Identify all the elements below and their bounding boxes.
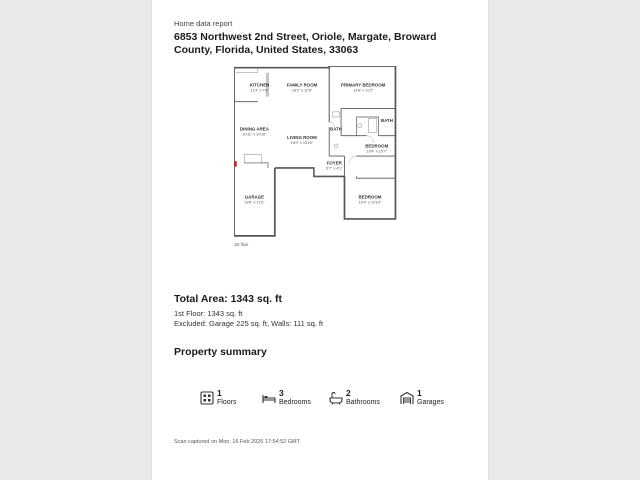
room-garage-label: GARAGE xyxy=(244,194,265,200)
bathtub-icon xyxy=(329,391,343,405)
room-garage-dims: 19'6" x 11'6" xyxy=(244,200,265,205)
floors-label: Floors xyxy=(217,399,237,406)
room-kitchen-dims: 11'3" x 7'8" xyxy=(250,88,269,93)
stat-floors xyxy=(200,389,236,407)
room-bedroom-2-dims: 10'4" x 10'10" xyxy=(358,200,382,205)
room-dining-dims: 10'11" x 10'10" xyxy=(242,132,267,137)
room-family-dims: 18'2" x 11'8" xyxy=(291,88,313,93)
room-living-label: LIVING ROOM xyxy=(287,135,317,141)
room-foyer-label: FOYER xyxy=(326,160,342,166)
bathrooms-count: 2 xyxy=(346,388,351,398)
garage-door-marker xyxy=(234,161,237,166)
room-bath-1-label: BATH xyxy=(330,126,342,132)
bathrooms-label: Bathrooms xyxy=(346,399,380,406)
room-kitchen-label: KITCHEN xyxy=(249,82,270,88)
floor-plan xyxy=(234,66,404,258)
property-summary-title: Property summary xyxy=(174,346,267,358)
floors-count: 1 xyxy=(217,388,222,398)
room-primary-bedroom-label: PRIMARY BEDROOM xyxy=(341,82,386,88)
room-primary-bedroom-dims: 13'8" x 11'2" xyxy=(353,88,374,93)
stat-garages xyxy=(400,389,444,407)
garages-count: 1 xyxy=(417,388,422,398)
room-bedroom-1-dims: 10'4" x 10'7" xyxy=(366,149,387,154)
room-living-dims: 15'0" x 15'10" xyxy=(290,141,314,146)
room-foyer-dims: 5'7" x 4'1" xyxy=(326,166,343,171)
scan-captured-timestamp: Scan captured on Mon, 16 Feb 2026 17:54:52 GMT xyxy=(174,439,300,445)
room-bedroom-1-label: BEDROOM xyxy=(365,143,389,149)
room-bath-2-label: BATH xyxy=(381,118,393,124)
bedrooms-label: Bedrooms xyxy=(279,399,311,406)
stat-bathrooms xyxy=(329,389,380,407)
total-area: Total Area: 1343 sq. ft xyxy=(174,293,282,305)
first-floor-area: 1st Floor: 1343 sq. ft xyxy=(174,309,243,318)
garages-label: Garages xyxy=(417,399,444,406)
floor-label: 1st floor xyxy=(234,242,249,248)
report-page xyxy=(152,0,488,480)
bedrooms-count: 3 xyxy=(279,388,284,398)
stat-bedrooms xyxy=(262,389,311,407)
excluded-area: Excluded: Garage 225 sq. ft, Walls: 111 sq. ft xyxy=(174,319,324,328)
garage-icon xyxy=(400,391,414,405)
room-dining-label: DINING AREA xyxy=(239,126,269,132)
floors-icon xyxy=(200,391,214,405)
report-header-label: Home data report xyxy=(174,19,233,28)
property-address: 6853 Northwest 2nd Street, Oriole, Margate, Broward County, Florida, United States, 33063 xyxy=(174,31,437,56)
floor-plan-drawing xyxy=(234,66,404,258)
room-family-label: FAMILY ROOM xyxy=(286,82,318,88)
bed-icon xyxy=(262,391,276,405)
room-bedroom-2-label: BEDROOM xyxy=(358,194,382,200)
